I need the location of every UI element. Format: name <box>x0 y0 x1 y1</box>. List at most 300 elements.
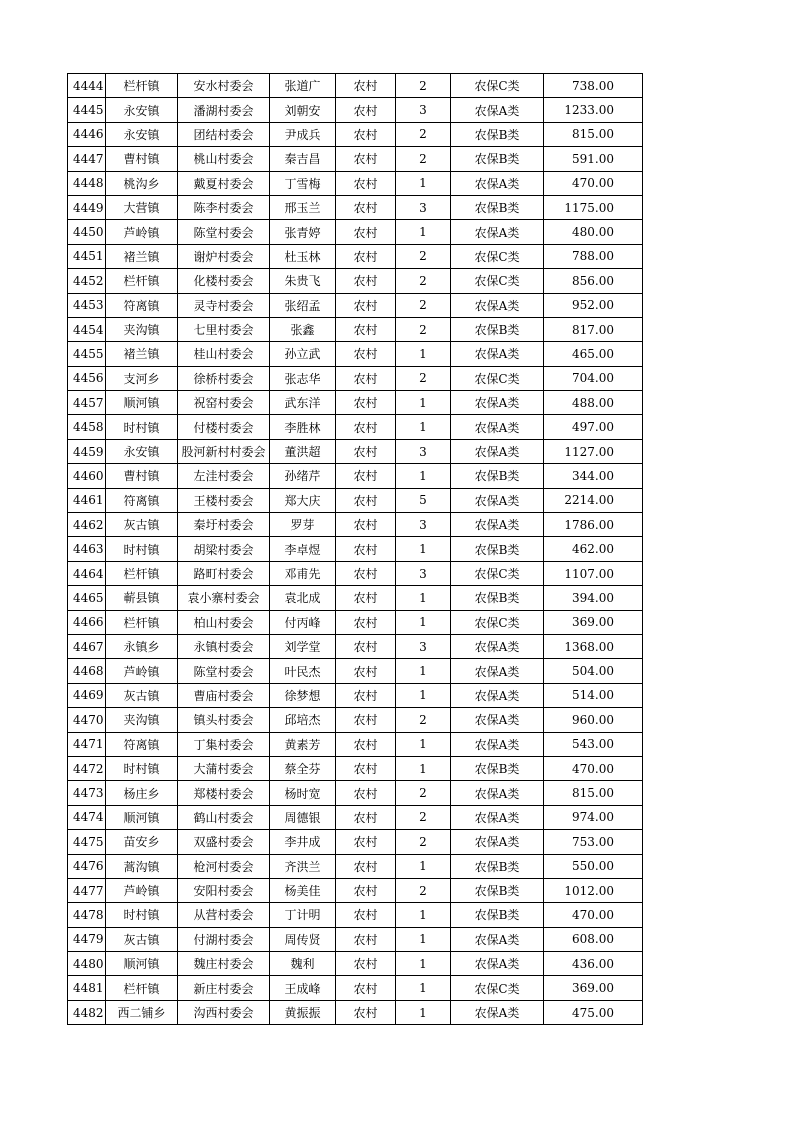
area-type-cell: 农村 <box>336 952 396 976</box>
person-name-cell: 黄素芳 <box>270 732 336 756</box>
insurance-category-cell: 农保A类 <box>451 488 544 512</box>
row-number-cell: 4480 <box>68 952 106 976</box>
area-type-cell: 农村 <box>336 683 396 707</box>
area-type-cell: 农村 <box>336 878 396 902</box>
town-cell: 杨庄乡 <box>106 781 178 805</box>
area-type-cell: 农村 <box>336 659 396 683</box>
amount-cell: 738.00 <box>544 74 643 98</box>
village-committee-cell: 陈李村委会 <box>178 195 270 219</box>
row-number-cell: 4449 <box>68 195 106 219</box>
household-count-cell: 2 <box>396 293 451 317</box>
amount-cell: 960.00 <box>544 708 643 732</box>
area-type-cell: 农村 <box>336 1000 396 1024</box>
row-number-cell: 4482 <box>68 1000 106 1024</box>
household-count-cell: 1 <box>396 732 451 756</box>
household-count-cell: 1 <box>396 903 451 927</box>
person-name-cell: 黄振振 <box>270 1000 336 1024</box>
village-committee-cell: 沟西村委会 <box>178 1000 270 1024</box>
insurance-category-cell: 农保B类 <box>451 537 544 561</box>
person-name-cell: 朱贵飞 <box>270 269 336 293</box>
area-type-cell: 农村 <box>336 561 396 585</box>
area-type-cell: 农村 <box>336 756 396 780</box>
table-row <box>68 561 643 585</box>
person-name-cell: 李卓煜 <box>270 537 336 561</box>
village-committee-cell: 郑楼村委会 <box>178 781 270 805</box>
records-table <box>67 73 643 1025</box>
insurance-category-cell: 农保A类 <box>451 415 544 439</box>
insurance-category-cell: 农保A类 <box>451 342 544 366</box>
table-row <box>68 781 643 805</box>
town-cell: 曹村镇 <box>106 464 178 488</box>
person-name-cell: 付丙峰 <box>270 610 336 634</box>
village-committee-cell: 路町村委会 <box>178 561 270 585</box>
village-committee-cell: 陈堂村委会 <box>178 220 270 244</box>
table-row <box>68 342 643 366</box>
person-name-cell: 张道广 <box>270 74 336 98</box>
village-committee-cell: 镇头村委会 <box>178 708 270 732</box>
table-row <box>68 878 643 902</box>
village-committee-cell: 枪河村委会 <box>178 854 270 878</box>
amount-cell: 1107.00 <box>544 561 643 585</box>
household-count-cell: 1 <box>396 415 451 439</box>
town-cell: 灰古镇 <box>106 513 178 537</box>
household-count-cell: 1 <box>396 952 451 976</box>
area-type-cell: 农村 <box>336 927 396 951</box>
table-row <box>68 952 643 976</box>
village-committee-cell: 大蒲村委会 <box>178 756 270 780</box>
row-number-cell: 4450 <box>68 220 106 244</box>
insurance-category-cell: 农保B类 <box>451 854 544 878</box>
household-count-cell: 1 <box>396 537 451 561</box>
household-count-cell: 3 <box>396 195 451 219</box>
row-number-cell: 4459 <box>68 439 106 463</box>
table-row <box>68 903 643 927</box>
household-count-cell: 5 <box>396 488 451 512</box>
amount-cell: 608.00 <box>544 927 643 951</box>
table-row <box>68 927 643 951</box>
village-committee-cell: 曹庙村委会 <box>178 683 270 707</box>
row-number-cell: 4464 <box>68 561 106 585</box>
row-number-cell: 4447 <box>68 147 106 171</box>
row-number-cell: 4465 <box>68 586 106 610</box>
row-number-cell: 4469 <box>68 683 106 707</box>
household-count-cell: 2 <box>396 830 451 854</box>
area-type-cell: 农村 <box>336 122 396 146</box>
person-name-cell: 秦吉昌 <box>270 147 336 171</box>
insurance-category-cell: 农保A类 <box>451 659 544 683</box>
row-number-cell: 4468 <box>68 659 106 683</box>
person-name-cell: 徐梦想 <box>270 683 336 707</box>
insurance-category-cell: 农保B类 <box>451 878 544 902</box>
village-committee-cell: 胡梁村委会 <box>178 537 270 561</box>
person-name-cell: 罗芽 <box>270 513 336 537</box>
town-cell: 灰古镇 <box>106 683 178 707</box>
amount-cell: 1175.00 <box>544 195 643 219</box>
amount-cell: 550.00 <box>544 854 643 878</box>
person-name-cell: 邱培杰 <box>270 708 336 732</box>
village-committee-cell: 新庄村委会 <box>178 976 270 1000</box>
table-row <box>68 415 643 439</box>
area-type-cell: 农村 <box>336 147 396 171</box>
village-committee-cell: 袁小寨村委会 <box>178 586 270 610</box>
household-count-cell: 2 <box>396 878 451 902</box>
amount-cell: 753.00 <box>544 830 643 854</box>
amount-cell: 704.00 <box>544 366 643 390</box>
village-committee-cell: 鹤山村委会 <box>178 805 270 829</box>
row-number-cell: 4461 <box>68 488 106 512</box>
amount-cell: 470.00 <box>544 171 643 195</box>
person-name-cell: 齐洪兰 <box>270 854 336 878</box>
village-committee-cell: 团结村委会 <box>178 122 270 146</box>
town-cell: 符离镇 <box>106 293 178 317</box>
village-committee-cell: 徐桥村委会 <box>178 366 270 390</box>
row-number-cell: 4460 <box>68 464 106 488</box>
table-row <box>68 269 643 293</box>
area-type-cell: 农村 <box>336 537 396 561</box>
table-row <box>68 147 643 171</box>
amount-cell: 856.00 <box>544 269 643 293</box>
insurance-category-cell: 农保B类 <box>451 903 544 927</box>
row-number-cell: 4473 <box>68 781 106 805</box>
person-name-cell: 孙绪芹 <box>270 464 336 488</box>
town-cell: 蒿沟镇 <box>106 854 178 878</box>
amount-cell: 815.00 <box>544 122 643 146</box>
village-committee-cell: 桂山村委会 <box>178 342 270 366</box>
area-type-cell: 农村 <box>336 244 396 268</box>
insurance-category-cell: 农保A类 <box>451 634 544 658</box>
village-committee-cell: 安阳村委会 <box>178 878 270 902</box>
row-number-cell: 4456 <box>68 366 106 390</box>
table-row <box>68 488 643 512</box>
row-number-cell: 4445 <box>68 98 106 122</box>
area-type-cell: 农村 <box>336 976 396 1000</box>
insurance-category-cell: 农保A类 <box>451 952 544 976</box>
insurance-category-cell: 农保A类 <box>451 732 544 756</box>
town-cell: 时村镇 <box>106 756 178 780</box>
town-cell: 栏杆镇 <box>106 976 178 1000</box>
table-row <box>68 122 643 146</box>
person-name-cell: 张鑫 <box>270 317 336 341</box>
amount-cell: 591.00 <box>544 147 643 171</box>
insurance-category-cell: 农保A类 <box>451 708 544 732</box>
table-row <box>68 317 643 341</box>
village-committee-cell: 秦圩村委会 <box>178 513 270 537</box>
amount-cell: 369.00 <box>544 610 643 634</box>
amount-cell: 436.00 <box>544 952 643 976</box>
amount-cell: 2214.00 <box>544 488 643 512</box>
village-committee-cell: 永镇村委会 <box>178 634 270 658</box>
town-cell: 永镇乡 <box>106 634 178 658</box>
area-type-cell: 农村 <box>336 317 396 341</box>
insurance-category-cell: 农保A类 <box>451 1000 544 1024</box>
household-count-cell: 2 <box>396 781 451 805</box>
row-number-cell: 4466 <box>68 610 106 634</box>
village-committee-cell: 付楼村委会 <box>178 415 270 439</box>
area-type-cell: 农村 <box>336 439 396 463</box>
household-count-cell: 2 <box>396 366 451 390</box>
household-count-cell: 1 <box>396 976 451 1000</box>
area-type-cell: 农村 <box>336 488 396 512</box>
row-number-cell: 4453 <box>68 293 106 317</box>
town-cell: 顺河镇 <box>106 391 178 415</box>
town-cell: 苗安乡 <box>106 830 178 854</box>
insurance-category-cell: 农保A类 <box>451 439 544 463</box>
household-count-cell: 3 <box>396 439 451 463</box>
row-number-cell: 4444 <box>68 74 106 98</box>
insurance-category-cell: 农保A类 <box>451 513 544 537</box>
town-cell: 栏杆镇 <box>106 269 178 293</box>
row-number-cell: 4458 <box>68 415 106 439</box>
household-count-cell: 2 <box>396 708 451 732</box>
town-cell: 褚兰镇 <box>106 342 178 366</box>
table-row <box>68 732 643 756</box>
table-row <box>68 439 643 463</box>
table-row <box>68 756 643 780</box>
household-count-cell: 1 <box>396 391 451 415</box>
insurance-category-cell: 农保A类 <box>451 220 544 244</box>
row-number-cell: 4455 <box>68 342 106 366</box>
area-type-cell: 农村 <box>336 269 396 293</box>
area-type-cell: 农村 <box>336 903 396 927</box>
insurance-category-cell: 农保C类 <box>451 269 544 293</box>
insurance-category-cell: 农保A类 <box>451 830 544 854</box>
area-type-cell: 农村 <box>336 220 396 244</box>
area-type-cell: 农村 <box>336 98 396 122</box>
area-type-cell: 农村 <box>336 342 396 366</box>
person-name-cell: 武东洋 <box>270 391 336 415</box>
area-type-cell: 农村 <box>336 415 396 439</box>
insurance-category-cell: 农保A类 <box>451 805 544 829</box>
amount-cell: 488.00 <box>544 391 643 415</box>
household-count-cell: 2 <box>396 244 451 268</box>
insurance-category-cell: 农保A类 <box>451 98 544 122</box>
person-name-cell: 周德银 <box>270 805 336 829</box>
household-count-cell: 1 <box>396 610 451 634</box>
household-count-cell: 3 <box>396 561 451 585</box>
row-number-cell: 4467 <box>68 634 106 658</box>
village-committee-cell: 安水村委会 <box>178 74 270 98</box>
town-cell: 芦岭镇 <box>106 220 178 244</box>
household-count-cell: 1 <box>396 464 451 488</box>
village-committee-cell: 股河新村村委会 <box>178 439 270 463</box>
table-row <box>68 293 643 317</box>
household-count-cell: 2 <box>396 805 451 829</box>
table-row <box>68 805 643 829</box>
household-count-cell: 1 <box>396 683 451 707</box>
insurance-category-cell: 农保A类 <box>451 391 544 415</box>
table-row <box>68 74 643 98</box>
table-row <box>68 586 643 610</box>
insurance-category-cell: 农保A类 <box>451 171 544 195</box>
village-committee-cell: 戴夏村委会 <box>178 171 270 195</box>
amount-cell: 369.00 <box>544 976 643 1000</box>
town-cell: 栏杆镇 <box>106 610 178 634</box>
person-name-cell: 李胜林 <box>270 415 336 439</box>
area-type-cell: 农村 <box>336 464 396 488</box>
person-name-cell: 邓甫先 <box>270 561 336 585</box>
row-number-cell: 4472 <box>68 756 106 780</box>
table-row <box>68 391 643 415</box>
town-cell: 顺河镇 <box>106 805 178 829</box>
town-cell: 支河乡 <box>106 366 178 390</box>
area-type-cell: 农村 <box>336 366 396 390</box>
household-count-cell: 3 <box>396 634 451 658</box>
village-committee-cell: 左洼村委会 <box>178 464 270 488</box>
household-count-cell: 2 <box>396 317 451 341</box>
town-cell: 永安镇 <box>106 439 178 463</box>
row-number-cell: 4457 <box>68 391 106 415</box>
town-cell: 符离镇 <box>106 488 178 512</box>
person-name-cell: 蔡全芬 <box>270 756 336 780</box>
amount-cell: 1368.00 <box>544 634 643 658</box>
table-row <box>68 830 643 854</box>
town-cell: 褚兰镇 <box>106 244 178 268</box>
insurance-category-cell: 农保A类 <box>451 293 544 317</box>
area-type-cell: 农村 <box>336 781 396 805</box>
row-number-cell: 4471 <box>68 732 106 756</box>
person-name-cell: 郑大庆 <box>270 488 336 512</box>
household-count-cell: 1 <box>396 1000 451 1024</box>
row-number-cell: 4478 <box>68 903 106 927</box>
person-name-cell: 孙立武 <box>270 342 336 366</box>
person-name-cell: 周传贤 <box>270 927 336 951</box>
insurance-category-cell: 农保C类 <box>451 244 544 268</box>
amount-cell: 1127.00 <box>544 439 643 463</box>
row-number-cell: 4454 <box>68 317 106 341</box>
row-number-cell: 4462 <box>68 513 106 537</box>
village-committee-cell: 灵寺村委会 <box>178 293 270 317</box>
amount-cell: 952.00 <box>544 293 643 317</box>
person-name-cell: 杨时宽 <box>270 781 336 805</box>
person-name-cell: 尹成兵 <box>270 122 336 146</box>
row-number-cell: 4452 <box>68 269 106 293</box>
household-count-cell: 1 <box>396 927 451 951</box>
household-count-cell: 2 <box>396 147 451 171</box>
insurance-category-cell: 农保C类 <box>451 610 544 634</box>
village-committee-cell: 陈堂村委会 <box>178 659 270 683</box>
village-committee-cell: 柏山村委会 <box>178 610 270 634</box>
row-number-cell: 4470 <box>68 708 106 732</box>
person-name-cell: 王成峰 <box>270 976 336 1000</box>
insurance-category-cell: 农保B类 <box>451 122 544 146</box>
area-type-cell: 农村 <box>336 708 396 732</box>
village-committee-cell: 魏庄村委会 <box>178 952 270 976</box>
row-number-cell: 4477 <box>68 878 106 902</box>
person-name-cell: 张青婷 <box>270 220 336 244</box>
amount-cell: 480.00 <box>544 220 643 244</box>
household-count-cell: 2 <box>396 122 451 146</box>
person-name-cell: 杜玉林 <box>270 244 336 268</box>
person-name-cell: 叶民杰 <box>270 659 336 683</box>
village-committee-cell: 祝窑村委会 <box>178 391 270 415</box>
table-row <box>68 513 643 537</box>
row-number-cell: 4451 <box>68 244 106 268</box>
amount-cell: 504.00 <box>544 659 643 683</box>
person-name-cell: 张志华 <box>270 366 336 390</box>
person-name-cell: 魏利 <box>270 952 336 976</box>
amount-cell: 465.00 <box>544 342 643 366</box>
row-number-cell: 4448 <box>68 171 106 195</box>
area-type-cell: 农村 <box>336 805 396 829</box>
town-cell: 西二铺乡 <box>106 1000 178 1024</box>
insurance-category-cell: 农保C类 <box>451 366 544 390</box>
table-row <box>68 195 643 219</box>
town-cell: 时村镇 <box>106 415 178 439</box>
amount-cell: 470.00 <box>544 903 643 927</box>
household-count-cell: 1 <box>396 171 451 195</box>
area-type-cell: 农村 <box>336 634 396 658</box>
amount-cell: 394.00 <box>544 586 643 610</box>
town-cell: 栏杆镇 <box>106 561 178 585</box>
person-name-cell: 董洪超 <box>270 439 336 463</box>
person-name-cell: 张绍孟 <box>270 293 336 317</box>
village-committee-cell: 化楼村委会 <box>178 269 270 293</box>
person-name-cell: 丁计明 <box>270 903 336 927</box>
amount-cell: 974.00 <box>544 805 643 829</box>
insurance-category-cell: 农保C类 <box>451 976 544 1000</box>
town-cell: 夹沟镇 <box>106 317 178 341</box>
area-type-cell: 农村 <box>336 195 396 219</box>
insurance-category-cell: 农保B类 <box>451 317 544 341</box>
row-number-cell: 4475 <box>68 830 106 854</box>
area-type-cell: 农村 <box>336 293 396 317</box>
town-cell: 永安镇 <box>106 98 178 122</box>
village-committee-cell: 潘湖村委会 <box>178 98 270 122</box>
person-name-cell: 丁雪梅 <box>270 171 336 195</box>
person-name-cell: 袁北成 <box>270 586 336 610</box>
insurance-category-cell: 农保C类 <box>451 561 544 585</box>
household-count-cell: 3 <box>396 513 451 537</box>
table-row <box>68 854 643 878</box>
household-count-cell: 2 <box>396 269 451 293</box>
area-type-cell: 农村 <box>336 586 396 610</box>
village-committee-cell: 付湖村委会 <box>178 927 270 951</box>
amount-cell: 462.00 <box>544 537 643 561</box>
town-cell: 灰古镇 <box>106 927 178 951</box>
amount-cell: 543.00 <box>544 732 643 756</box>
household-count-cell: 1 <box>396 220 451 244</box>
person-name-cell: 刘朝安 <box>270 98 336 122</box>
row-number-cell: 4479 <box>68 927 106 951</box>
insurance-category-cell: 农保A类 <box>451 927 544 951</box>
amount-cell: 514.00 <box>544 683 643 707</box>
table-row <box>68 1000 643 1024</box>
amount-cell: 1786.00 <box>544 513 643 537</box>
town-cell: 曹村镇 <box>106 147 178 171</box>
town-cell: 芦岭镇 <box>106 878 178 902</box>
area-type-cell: 农村 <box>336 74 396 98</box>
area-type-cell: 农村 <box>336 830 396 854</box>
area-type-cell: 农村 <box>336 732 396 756</box>
household-count-cell: 3 <box>396 98 451 122</box>
village-committee-cell: 王楼村委会 <box>178 488 270 512</box>
area-type-cell: 农村 <box>336 513 396 537</box>
person-name-cell: 李井成 <box>270 830 336 854</box>
household-count-cell: 1 <box>396 659 451 683</box>
town-cell: 符离镇 <box>106 732 178 756</box>
table-row <box>68 708 643 732</box>
table-row <box>68 683 643 707</box>
amount-cell: 1012.00 <box>544 878 643 902</box>
table-row <box>68 366 643 390</box>
village-committee-cell: 桃山村委会 <box>178 147 270 171</box>
amount-cell: 1233.00 <box>544 98 643 122</box>
town-cell: 顺河镇 <box>106 952 178 976</box>
amount-cell: 817.00 <box>544 317 643 341</box>
village-committee-cell: 双盛村委会 <box>178 830 270 854</box>
household-count-cell: 1 <box>396 756 451 780</box>
insurance-category-cell: 农保B类 <box>451 147 544 171</box>
